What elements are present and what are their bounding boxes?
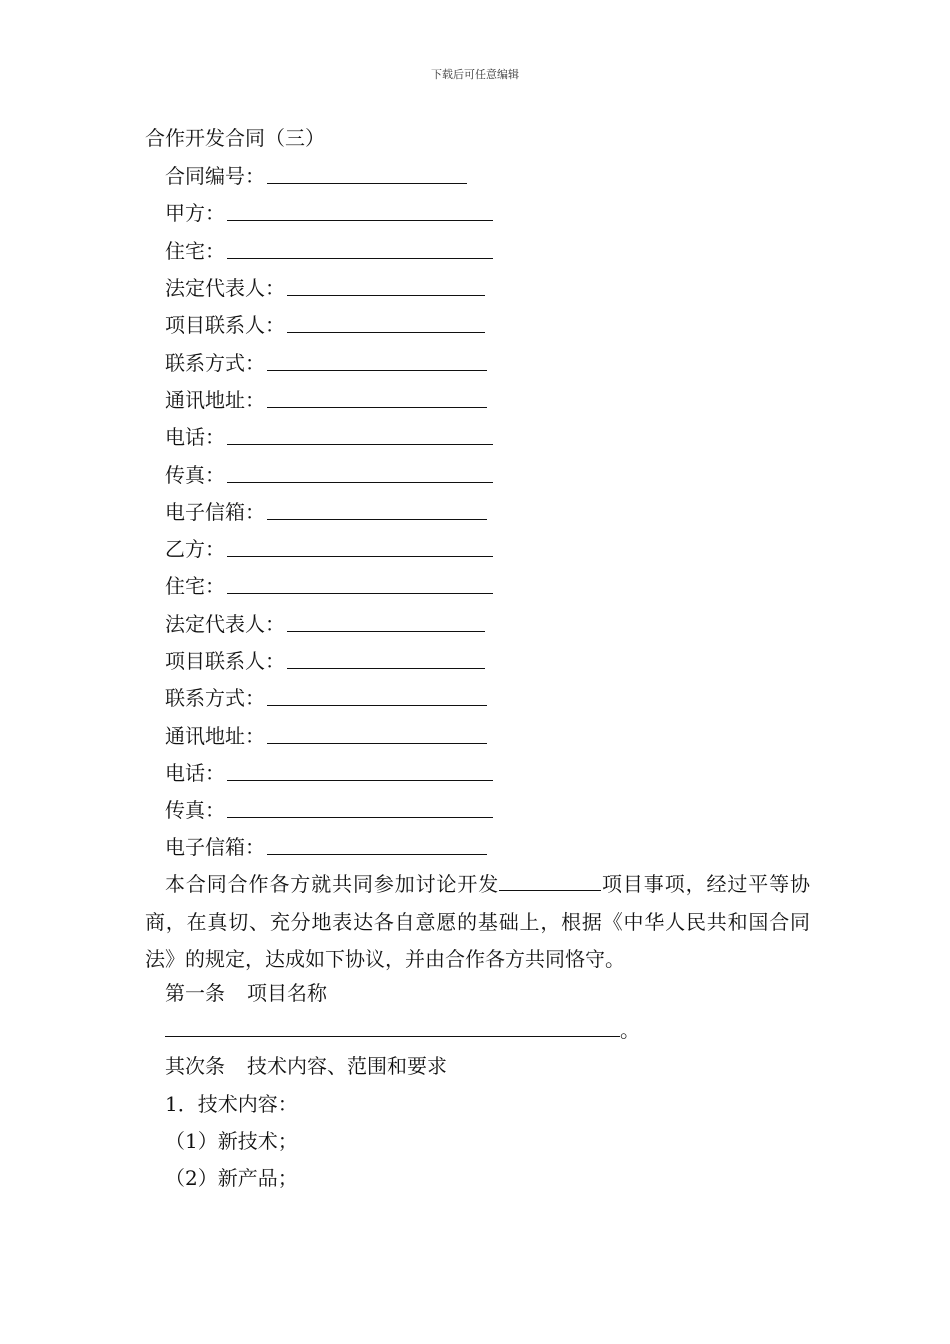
party-a-phone-blank[interactable] [227, 426, 493, 445]
field-label: 合同编号： [165, 164, 265, 189]
field-label: 传真： [165, 462, 225, 487]
project-name-blank[interactable] [165, 1016, 620, 1037]
field-label: 项目联系人： [165, 649, 285, 673]
party-a-field [165, 193, 493, 230]
list-item: （1）新技术； [165, 1129, 298, 1153]
party-b-residence-blank[interactable] [227, 575, 493, 594]
article-1-heading [165, 979, 327, 1007]
contract-number-blank[interactable] [267, 165, 467, 184]
field-label: 项目联系人： [165, 313, 285, 338]
party-a-address-blank[interactable] [267, 389, 487, 408]
party-b-phone-field [165, 753, 493, 790]
party-a-phone-field [165, 417, 493, 454]
party-b-fax-blank[interactable] [227, 799, 493, 818]
article-1-blank-line [165, 1016, 640, 1044]
party-a-contact-method-field [165, 342, 493, 379]
party-a-fax-field [165, 454, 493, 491]
party-a-address-field [165, 380, 493, 417]
party-b-project-contact-blank[interactable] [287, 650, 485, 669]
party-b-phone-blank[interactable] [227, 762, 493, 781]
party-b-address-field [165, 715, 493, 752]
party-a-residence-field [165, 231, 493, 268]
list-item: 1．技术内容： [165, 1092, 298, 1116]
party-b-fax-field [165, 790, 493, 827]
field-label: 住宅： [165, 238, 225, 263]
field-label: 传真： [165, 798, 225, 823]
party-b-email-blank[interactable] [267, 836, 487, 855]
intro-text-end: 项目事项，经过平等协商，在真切、充分地表达各自意愿的基础上，根据《中华人民共和国合同法》的规定，达成如下协议，并由合作各方共同恪守。 [145, 872, 811, 971]
article-title: 技术内容、范围和要求 [247, 1054, 447, 1078]
party-fields [165, 156, 493, 865]
article-number: 第一条 [165, 981, 225, 1005]
party-a-email-blank[interactable] [267, 501, 487, 520]
party-b-email-field [165, 827, 493, 864]
field-label: 法定代表人： [165, 611, 285, 636]
field-label: 住宅： [165, 574, 225, 599]
field-label: 乙方： [165, 537, 225, 562]
party-a-legal-rep-field [165, 268, 493, 305]
article-2-heading [165, 1052, 447, 1080]
field-label: 联系方式： [165, 350, 265, 375]
party-b-residence-field [165, 566, 493, 603]
contract-number-field [165, 156, 493, 193]
party-a-blank[interactable] [227, 202, 493, 221]
end-mark: 。 [620, 1018, 640, 1042]
field-label: 电话： [165, 425, 225, 450]
party-b-contact-method-field [165, 678, 493, 715]
party-a-legal-rep-blank[interactable] [287, 277, 485, 296]
field-label: 电话： [165, 760, 225, 785]
field-label: 电子信箱： [165, 499, 265, 524]
party-b-blank[interactable] [227, 538, 493, 557]
list-item: （2）新产品； [165, 1166, 298, 1190]
party-a-fax-blank[interactable] [227, 464, 493, 483]
project-name-inline-blank[interactable] [499, 868, 601, 891]
party-b-legal-rep-blank[interactable] [287, 613, 485, 632]
party-a-project-contact-field [165, 305, 493, 342]
field-label: 甲方： [165, 201, 225, 226]
article-number: 其次条 [165, 1054, 225, 1078]
field-label: 电子信箱： [165, 835, 265, 860]
party-b-field [165, 529, 493, 566]
field-label: 通讯地址： [165, 723, 265, 748]
field-label: 联系方式： [165, 686, 265, 711]
party-a-residence-blank[interactable] [227, 240, 493, 259]
page-header: 下载后可任意编辑 [431, 68, 519, 81]
document-title: 合作开发合同（三） [145, 126, 325, 150]
field-label: 法定代表人： [165, 276, 285, 301]
party-a-contact-method-blank[interactable] [267, 352, 487, 371]
party-a-email-field [165, 492, 493, 529]
party-b-contact-method-blank[interactable] [267, 687, 487, 706]
party-b-address-blank[interactable] [267, 725, 487, 744]
party-a-project-contact-blank[interactable] [287, 314, 485, 333]
intro-paragraph [145, 866, 810, 979]
party-b-legal-rep-field [165, 604, 493, 641]
intro-text-start: 本合同合作各方就共同参加讨论开发 [165, 872, 500, 896]
party-b-project-contact-field [165, 641, 493, 678]
article-title: 项目名称 [247, 981, 327, 1005]
field-label: 通讯地址： [165, 387, 265, 412]
